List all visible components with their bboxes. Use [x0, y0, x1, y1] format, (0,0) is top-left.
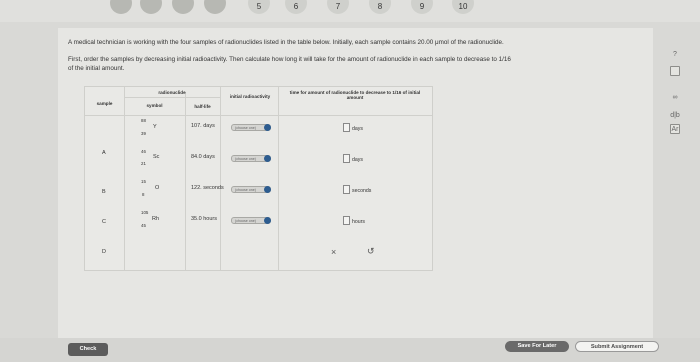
time-input-a[interactable] [343, 123, 350, 132]
sample-label-b: B [102, 189, 106, 195]
infinity-icon[interactable]: ∞ [672, 94, 678, 101]
unit-c: seconds [352, 188, 372, 194]
atomic-number-c: 8 [142, 192, 145, 197]
header-time-to-decrease: time for amount of radionuclide to decrease to 1/16 of initial amount [289, 90, 421, 100]
data-icon[interactable]: d|b [670, 112, 680, 119]
half-life-a: 107. days [191, 123, 215, 129]
question-text-2: First, order the samples by decreasing initial radioactivity. Then calculate how long it will take for the amount of radionuclide in each sample to decrease to 1/16 [68, 56, 511, 63]
undo-icon[interactable]: ↺ [367, 246, 375, 256]
unit-a: days [352, 126, 363, 132]
half-life-b: 84.0 days [191, 154, 215, 160]
question-text-1: A medical technician is working with the four samples of radionuclides listed in the table below. Initially, each sample contains 20.00 μmol of the radionuclide. [68, 39, 504, 46]
calculator-icon[interactable] [670, 66, 680, 76]
header-half-life: half-life [194, 104, 211, 109]
atomic-number-a: 39 [141, 131, 146, 136]
step-8[interactable]: 8 [369, 0, 391, 14]
radioactivity-select-b[interactable]: (choose one) [231, 155, 271, 162]
half-life-c: 122. seconds [191, 185, 224, 191]
header-symbol: symbol [146, 103, 163, 108]
time-input-c[interactable] [343, 185, 350, 194]
sample-label-c: C [102, 219, 106, 225]
time-input-d[interactable] [343, 216, 350, 225]
unit-b: days [352, 157, 363, 163]
question-panel [58, 28, 653, 340]
check-button[interactable]: Check [68, 343, 108, 356]
unit-d: hours [352, 219, 365, 225]
element-symbol-a: Y [153, 124, 157, 130]
step-5[interactable]: 5 [248, 0, 270, 14]
mass-number-a: 88 [141, 118, 146, 123]
header-initial-radioactivity: initial radioactivity [229, 94, 271, 99]
element-symbol-b: Sc [153, 154, 160, 160]
step-2[interactable] [140, 0, 162, 14]
save-for-later-button[interactable]: Save For Later [505, 341, 569, 352]
sample-label-a: A [102, 150, 106, 156]
step-10[interactable]: 10 [452, 0, 474, 14]
atomic-number-b: 21 [141, 161, 146, 166]
radionuclide-table [84, 86, 433, 271]
radioactivity-select-c[interactable]: (choose one) [231, 186, 271, 193]
help-icon[interactable]: ? [673, 51, 677, 58]
clear-icon[interactable]: × [331, 247, 337, 257]
step-1[interactable] [110, 0, 132, 14]
periodic-table-icon[interactable]: Ar [671, 126, 679, 133]
half-life-d: 35.0 hours [191, 216, 217, 222]
radioactivity-select-d[interactable]: (choose one) [231, 217, 271, 224]
header-sample: sample [96, 101, 113, 106]
element-symbol-d: Rh [152, 216, 160, 222]
radioactivity-select-a[interactable]: (choose one) [231, 124, 271, 131]
header-radionuclide: radionuclide [158, 90, 186, 95]
element-symbol-c: O [155, 185, 160, 191]
step-6[interactable]: 6 [285, 0, 307, 14]
time-input-b[interactable] [343, 154, 350, 163]
step-3[interactable] [172, 0, 194, 14]
step-7[interactable]: 7 [327, 0, 349, 14]
step-4[interactable] [204, 0, 226, 14]
step-navigation [0, 0, 700, 22]
submit-assignment-button[interactable]: Submit Assignment [575, 341, 659, 352]
question-text-3: of the initial amount. [68, 65, 125, 72]
mass-number-c: 15 [141, 179, 146, 184]
mass-number-b: 46 [141, 149, 146, 154]
mass-number-d: 105 [141, 210, 149, 215]
step-9[interactable]: 9 [411, 0, 433, 14]
atomic-number-d: 45 [141, 223, 146, 228]
sample-label-d: D [102, 249, 106, 255]
